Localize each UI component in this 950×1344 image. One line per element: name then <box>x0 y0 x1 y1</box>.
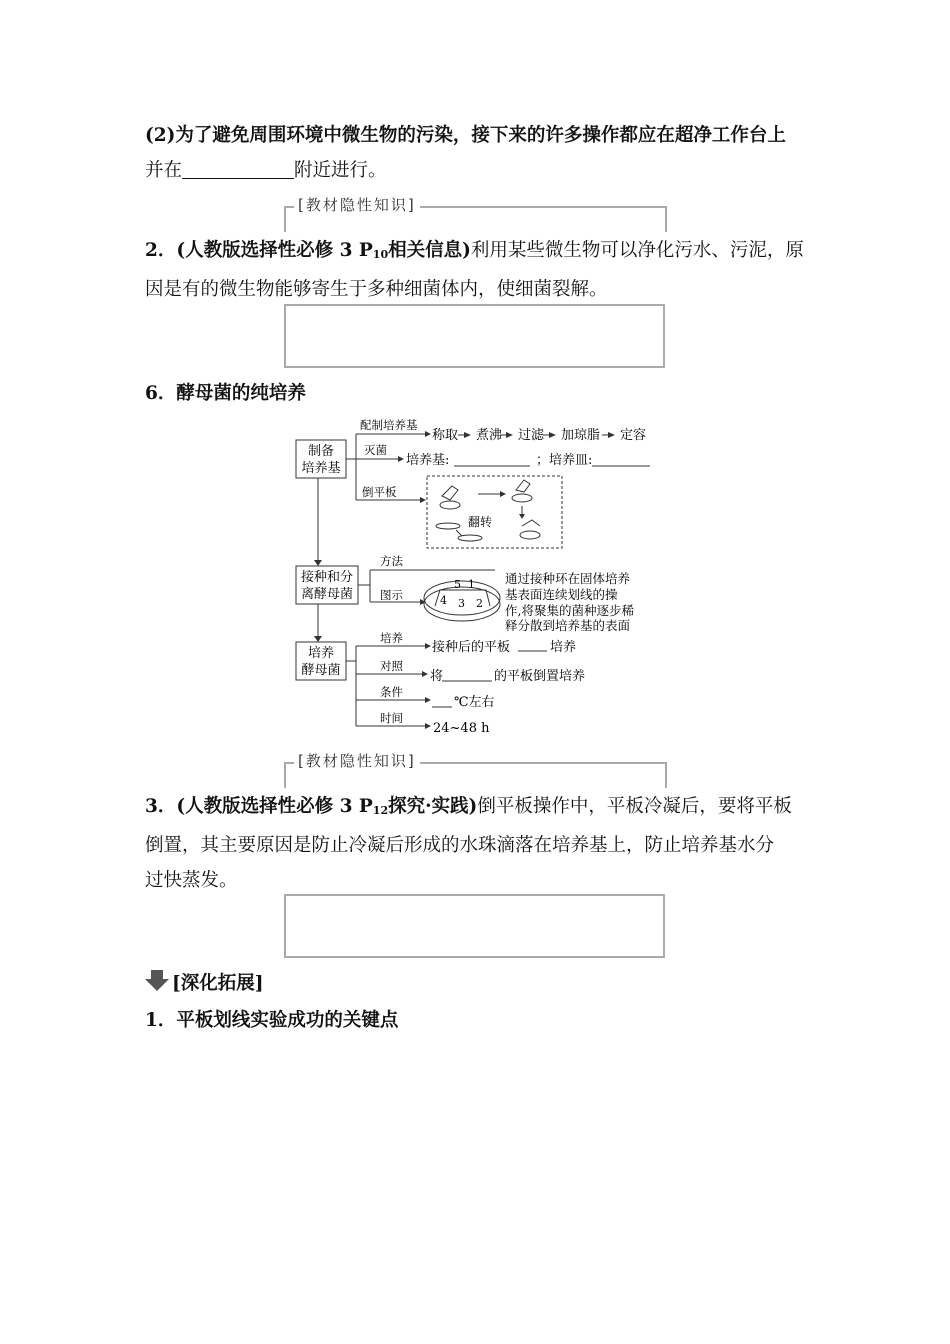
streak-desc-1: 通过接种环在固体培养 <box>505 571 631 586</box>
label-sterilize: 灭菌 <box>364 443 387 457</box>
sterilize-dish-label: ；培养皿: <box>536 453 593 468</box>
pour-plate-sketch <box>436 480 540 541</box>
answer-box-2[interactable] <box>284 894 665 958</box>
knowledge-item-3: 3．(人教版选择性必修 3 P12探究·实践)倒平板操作中，平板冷凝后，要将平板 倒置，其主要原因是防止冷凝后形成的水珠滴落在培养基上，防止培养基水分 过快蒸发。 <box>145 796 792 891</box>
answer-box-1[interactable] <box>284 304 665 368</box>
culture-text-b: 培养 <box>550 640 577 655</box>
culture-text-a: 接种后的平板 <box>432 640 511 655</box>
label-prepare: 配制培养基 <box>360 418 418 432</box>
box1-line1: 制备 <box>307 444 335 459</box>
plate-num-2: 2 <box>476 597 483 610</box>
box3-line2: 酵母菌 <box>301 663 341 678</box>
streak-desc-4: 释分散到培养基的表面 <box>505 618 631 633</box>
step-boil: 煮沸 <box>476 428 503 443</box>
sterilize-medium-label: 培养基: <box>406 453 450 468</box>
control-text-b: 的平板倒置培养 <box>494 669 586 684</box>
label-pour-plate: 倒平板 <box>362 485 397 499</box>
yeast-culture-diagram <box>290 410 670 745</box>
section-1-title: 1．平板划线实验成功的关键点 <box>145 1010 399 1031</box>
label-method: 方法 <box>380 554 403 568</box>
plate-num-1: 1 <box>468 578 475 591</box>
plate-num-3: 3 <box>458 597 465 610</box>
down-arrow-icon <box>145 970 169 992</box>
label-control: 对照 <box>380 659 403 673</box>
section-6-title: 6．酵母菌的纯培养 <box>145 383 306 404</box>
knowledge-label: [教材隐性知识] <box>294 194 420 215</box>
label-culture: 培养 <box>380 631 403 645</box>
question-2 <box>145 118 810 188</box>
box2-line2: 离酵母菌 <box>300 587 354 602</box>
step-weigh: 称取 <box>432 428 459 443</box>
box2-line1: 接种和分 <box>300 570 354 585</box>
label-condition: 条件 <box>380 685 403 699</box>
label-illustration: 图示 <box>380 588 403 602</box>
box1-line2: 培养基 <box>301 461 341 476</box>
question-2-line2: 并在 附近进行。 <box>145 160 387 181</box>
step-agar: 加琼脂 <box>561 428 601 443</box>
streak-desc-2: 基表面连续划线的操 <box>505 587 618 602</box>
plate-num-4: 4 <box>440 594 447 607</box>
time-text: 24~48 h <box>433 721 490 736</box>
deepen-title: [深化拓展] <box>172 973 264 994</box>
label-time: 时间 <box>380 711 403 725</box>
question-2-line1: (2)为了避免周围环境中微生物的污染，接下来的许多操作都应在超净工作台上 <box>145 125 786 146</box>
plate-num-5: 5 <box>454 578 461 591</box>
answer-blank[interactable] <box>182 158 294 179</box>
condition-text: ℃左右 <box>454 695 495 710</box>
knowledge-item-2: 2．(人教版选择性必修 3 P10相关信息)利用某些微生物可以净化污水、污泥，原 因是有的微生物能够寄生于多种细菌体内，使细菌裂解。 <box>145 240 804 300</box>
step-volume: 定容 <box>620 428 647 443</box>
box3-line1: 培养 <box>307 646 335 661</box>
knowledge-label: [教材隐性知识] <box>294 750 420 771</box>
control-text-a: 将 <box>430 669 444 684</box>
flip-label: 翻转 <box>468 515 493 529</box>
streak-desc-3: 作,将聚集的菌种逐步稀 <box>505 603 634 618</box>
step-filter: 过滤 <box>518 428 545 443</box>
